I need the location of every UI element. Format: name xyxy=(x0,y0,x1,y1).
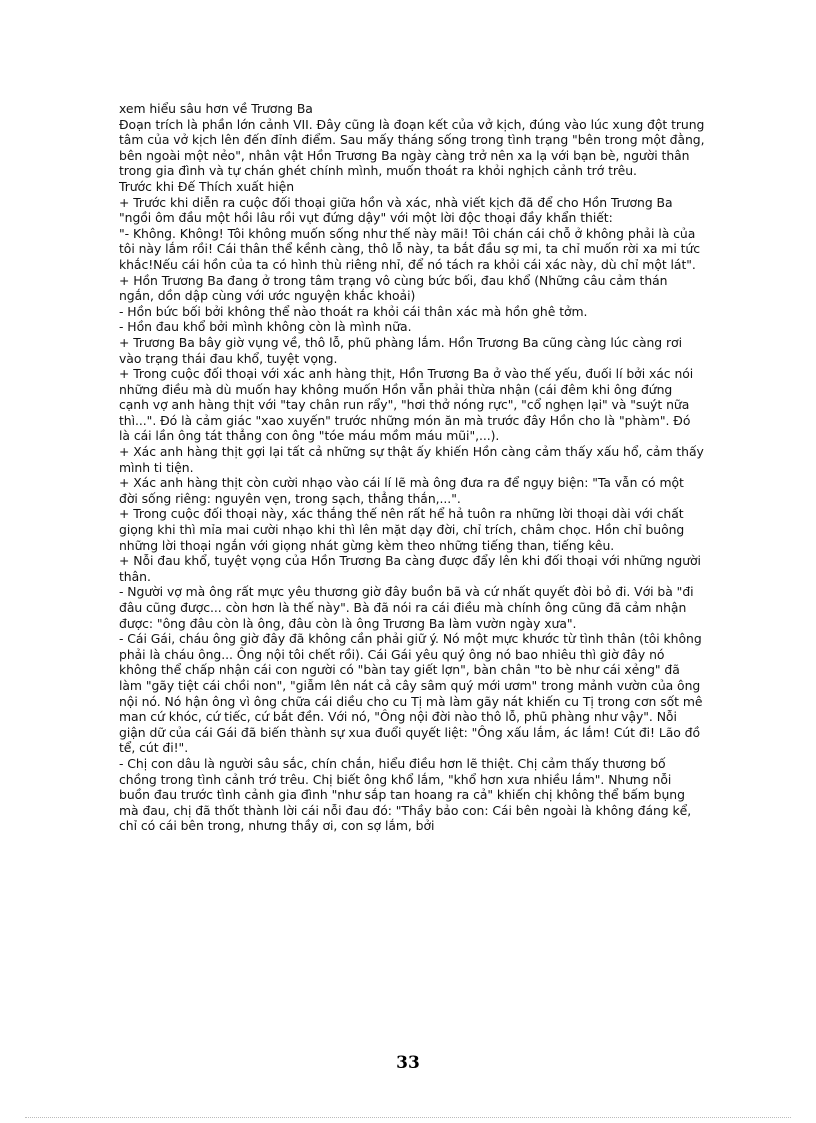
paragraph: - Cái Gái, cháu ông giờ đây đã không cần phải giữ ý. Nó một mực khước từ tình thân (tôi không phải là cháu ông... Ông nội tôi chết rồi). Cái Gái yêu quý ông nó bao nhiêu thì giờ đây nó không thể chấp nhận cái con người có "bàn tay giết lợn", bàn chân "to bè như cái xẻng" đã làm "gãy tiệt cái chồi non", "giẫm lên nát cả cây sâm quý mới ươm" trong mảnh vườn của ông nội nó. Nó hận ông vì ông chữa cái diều cho cu Tị mà làm gãy nát khiến cu Tị trong cơn sốt mê man cứ khóc, cứ tiếc, cứ bắt đền. Với nó, "Ông nội đời nào thô lỗ, phũ phàng như vậy". Nỗi giận dữ của cái Gái đã biến thành sự xua đuổi quyết liệt: "Ông xấu lắm, ác lắm! Cút đi! Lão đồ tể, cút đi!". xyxy=(119,631,703,756)
page-number: 33 xyxy=(396,1053,420,1073)
paragraph: Đoạn trích là phần lớn cảnh VII. Đây cũng là đoạn kết của vở kịch, đúng vào lúc xung đột trung tâm của vở kịch lên đến đỉnh điểm. Sau mấy tháng sống trong tình trạng "bên trong một đằng, bên ngoài một nẻo", nhân vật Hồn Trương Ba ngày càng trở nên xa lạ với bạn bè, người thân trong gia đình và tự chán ghét chính mình, muốn thoát ra khỏi nghịch cảnh trớ trêu. xyxy=(119,116,705,179)
paragraph: - Chị con dâu là người sâu sắc, chín chắn, hiểu điều hơn lẽ thiệt. Chị cảm thấy thương bố chồng trong tình cảnh trớ trêu. Chị biết ông khổ lắm, "khổ hơn xưa nhiều lắm". Nhưng nỗi buồn đau trước tình cảnh gia đình "như sắp tan hoang ra cả" khiến chị không thể bấm bụng mà đau, chị đã thốt thành lời cái nỗi đau đó: "Thầy bảo con: Cái bên ngoài là không đáng kể, chỉ có cái bên trong, nhưng thầy ơi, con sợ lắm, bởi xyxy=(119,755,692,834)
paragraph: + Trong cuộc đối thoại với xác anh hàng thịt, Hồn Trương Ba ở vào thế yếu, đuối lí bởi xác nói những điều mà dù muốn hay không muốn Hồn vẫn phải thừa nhận (cái đêm khi ông đứng cạnh vợ anh hàng thịt với "tay chân run rẩy", "hơi thở nóng rực", "cổ nghẹn lại" và "suýt nữa thì...". Đó là cảm giác "xao xuyến" trước những món ăn mà trước đây Hồn cho là "phàm". Đó là cái lần ông tát thẳng con ông "tóe máu mồm máu mũi",...). xyxy=(119,366,694,444)
paragraph: - Người vợ mà ông rất mực yêu thương giờ đây buồn bã và cứ nhất quyết đòi bỏ đi. Với bà "đi đâu cũng được... còn hơn là thế này". Bà đã nói ra cái điều mà chính ông cũng đã cảm nhận được: "ông đâu còn là ông, đâu còn là ông Trương Ba làm vườn ngày xưa". xyxy=(119,584,694,631)
paragraph: + Trong cuộc đối thoại này, xác thắng thế nên rất hể hả tuôn ra những lời thoại dài với chất giọng khi thì mỉa mai cười nhạo khi thì lên mặt dạy đời, chỉ trích, châm chọc. Hồn chỉ buông những lời thoại ngắn với giọng nhát gừng kèm theo những tiếng than, tiếng kêu. xyxy=(119,506,685,553)
page-bottom-divider xyxy=(25,1117,791,1118)
body-text xyxy=(119,101,705,834)
paragraph: - Hồn bức bối bởi không thể nào thoát ra khỏi cái thân xác mà hồn ghê tởm. xyxy=(119,303,588,319)
paragraph: "- Không. Không! Tôi không muốn sống như thế này mãi! Tôi chán cái chỗ ở không phải là của tôi này lắm rồi! Cái thân thể kềnh càng, thô lỗ này, ta bắt đầu sợ mi, ta chỉ muốn rời xa mi tức khắc!Nếu cái hồn của ta có hình thù riêng nhỉ, để nó tách ra khỏi cái xác này, dù chỉ một lát". xyxy=(119,225,700,272)
paragraph: + Trương Ba bây giờ vụng về, thô lỗ, phũ phàng lắm. Hồn Trương Ba cũng càng lúc càng rơi vào trạng thái đau khổ, tuyệt vọng. xyxy=(119,334,682,366)
paragraph: + Hồn Trương Ba đang ở trong tâm trạng vô cùng bức bối, đau khổ (Những câu cảm thán ngắn, dồn dập cùng với ước nguyện khắc khoải) xyxy=(119,272,668,304)
paragraph: Trước khi Đế Thích xuất hiện xyxy=(119,178,295,194)
paragraph: - Hồn đau khổ bởi mình không còn là mình nữa. xyxy=(119,319,412,335)
paragraph: + Trước khi diễn ra cuộc đối thoại giữa hồn và xác, nhà viết kịch đã để cho Hồn Trương Ba "ngồi ôm đầu một hồi lâu rồi vụt đứng dậy" với một lời độc thoại đầy khẩn thiết: xyxy=(119,194,673,226)
paragraph: + Nỗi đau khổ, tuyệt vọng của Hồn Trương Ba càng được đẩy lên khi đối thoại với những người thân. xyxy=(119,553,701,584)
paragraph: + Xác anh hàng thịt còn cười nhạo vào cái lí lẽ mà ông đưa ra để ngụy biện: "Ta vẫn có một đời sống riêng: nguyên vẹn, trong sạch, thẳng thắn,...". xyxy=(119,475,684,506)
paragraph: + Xác anh hàng thịt gợi lại tất cả những sự thật ấy khiến Hồn càng cảm thấy xấu hổ, cảm thấy mình ti tiện. xyxy=(119,444,704,475)
paragraph: xem hiểu sâu hơn về Trương Ba xyxy=(119,101,313,116)
